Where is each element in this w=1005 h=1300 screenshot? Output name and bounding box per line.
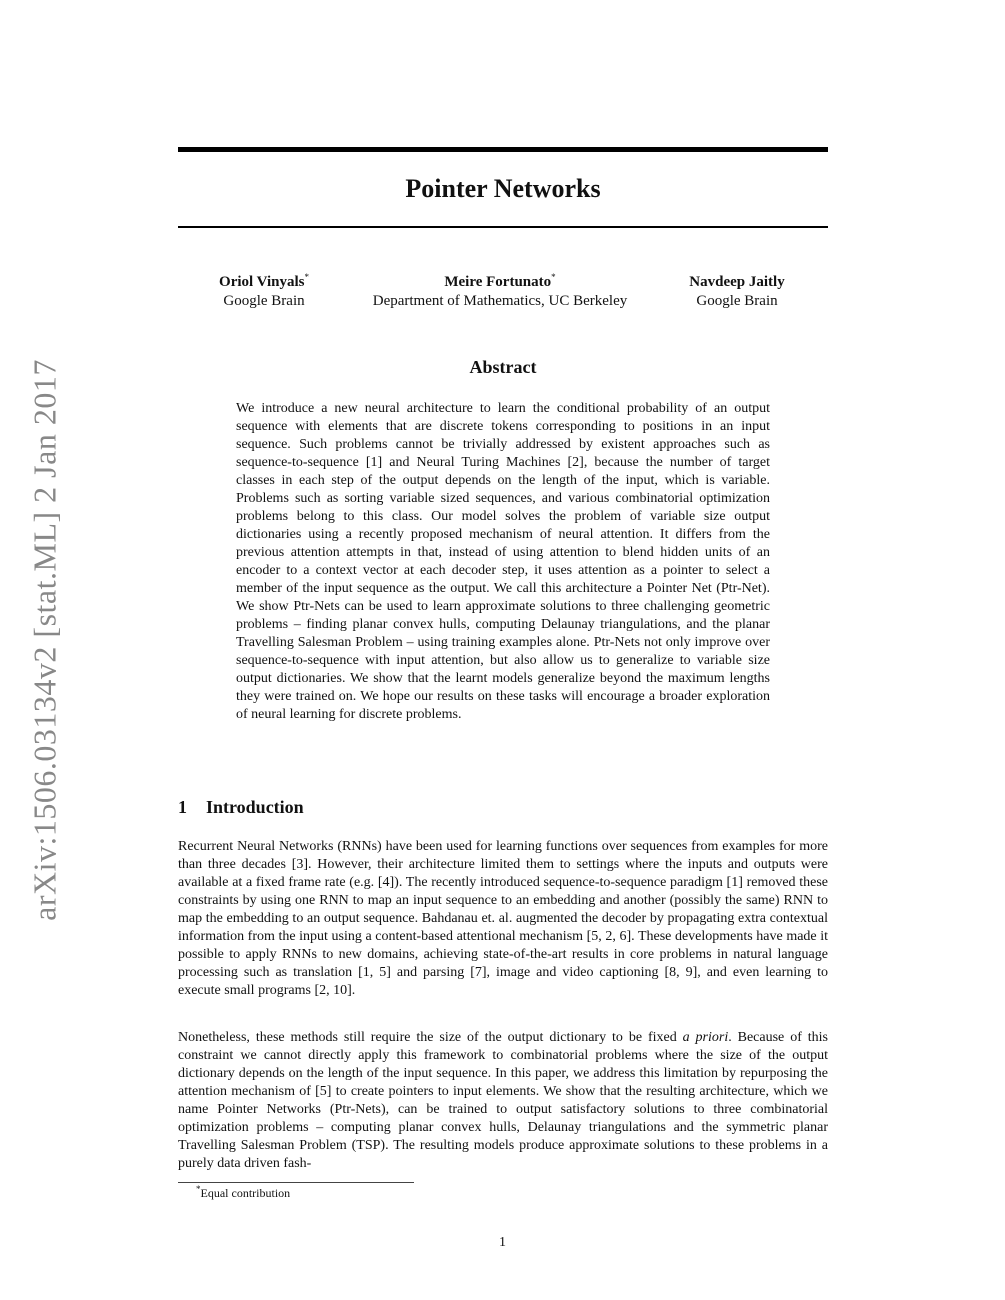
paper-title: Pointer Networks	[405, 174, 601, 203]
section-title: Introduction	[206, 797, 304, 817]
author-name: Meire Fortunato	[444, 274, 552, 290]
title-top-rule	[178, 147, 828, 152]
paragraph-text: Nonetheless, these methods still require the size of the output dictionary to be fixed	[178, 1030, 683, 1045]
title-bottom-rule	[178, 226, 828, 228]
author-block-2	[355, 273, 645, 311]
author-name: Navdeep Jaitly	[689, 274, 785, 290]
page-number: 1	[499, 1235, 506, 1250]
author-affiliation: Google Brain	[696, 293, 778, 309]
paragraph-text: . Because of this constraint we cannot directly apply this framework to combinatorial problems where the size of the output dictionary depends on the length of the input sequence. In this paper, we address this limitation by repurposing the attention mechanism of [5] to create pointers to input elements. We show that the resulting architecture, which we name Pointer Networks (Ptr-Nets), can be trained to output satisfactory solutions to three combinatorial optimization problems – computing planar convex hulls, Delaunay triangulations and the symmetric planar Travelling Salesman Problem (TSP). The resulting models produce approximate solutions to these problems in a purely data driven fash-	[178, 1030, 828, 1171]
author-name: Oriol Vinyals	[219, 274, 305, 290]
abstract-heading: Abstract	[469, 357, 537, 377]
arxiv-stamp: arXiv:1506.03134v2 [stat.ML] 2 Jan 2017	[26, 359, 63, 921]
author-block-1	[205, 273, 323, 311]
author-block-3	[672, 273, 802, 311]
footnote	[196, 1186, 290, 1201]
intro-paragraph-1: Recurrent Neural Networks (RNNs) have been used for learning functions over sequences from examples for more than three decades [3]. However, their architecture limited them to settings where the inputs and outputs were available at a fixed frame rate (e.g. [4]). The recently introduced sequence-to-sequence paradigm [1] removed these constraints by using one RNN to map an input sequence to an embedding and another (possibly the same) RNN to map the embedding to an output sequence. Bahdanau et. al. augmented the decoder by propagating extra contextual information from the input using a content-based attentional mechanism [5, 2, 6]. These developments have made it possible to apply RNNs to new domains, achieving state-of-the-art results in core problems in natural language processing such as translation [1, 5] and parsing [7], image and video captioning [8, 9], and even learning to execute small programs [2, 10].	[178, 839, 828, 998]
author-mark: *	[304, 272, 309, 282]
section-number: 1	[178, 797, 187, 817]
author-mark: *	[551, 272, 556, 282]
intro-paragraph-2	[178, 1029, 828, 1173]
section-heading	[178, 797, 304, 818]
emphasis-text: a priori	[682, 1030, 729, 1045]
author-affiliation: Google Brain	[223, 293, 305, 309]
author-affiliation: Department of Mathematics, UC Berkeley	[372, 293, 628, 309]
footnote-text: Equal contribution	[200, 1186, 291, 1200]
footnote-mark: *	[196, 1184, 201, 1194]
abstract-text: We introduce a new neural architecture to learn the conditional probability of an output sequence with elements that are discrete tokens corresponding to positions in an input sequence. Such problems cannot be trivially addressed by existent approaches such as sequence-to-sequence [1] and Neural Turing Machines [2], because the number of target classes in each step of the output depends on the length of the input, which is variable. Problems such as sorting variable sized sequences, and various combinatorial optimization problems belong to this class. Our model solves the problem of variable size output dictionaries using a recently proposed mechanism of neural attention. It differs from the previous attention attempts in that, instead of using attention to blend hidden units of an encoder to a context vector at each decoder step, it uses attention as a pointer to select a member of the input sequence as the output. We call this architecture a Pointer Net (Ptr-Net). We show Ptr-Nets can be used to learn approximate solutions to three challenging geometric problems – finding planar convex hulls, computing Delaunay triangulations, and the planar Travelling Salesman Problem – using training examples alone. Ptr-Nets not only improve over sequence-to-sequence with input attention, but also allow us to generalize to variable size output dictionaries. We show that the learnt models generalize beyond the maximum lengths they were trained on. We hope our results on these tasks will encourage a broader exploration of neural learning for discrete problems.	[236, 401, 770, 722]
footnote-rule	[178, 1182, 414, 1183]
